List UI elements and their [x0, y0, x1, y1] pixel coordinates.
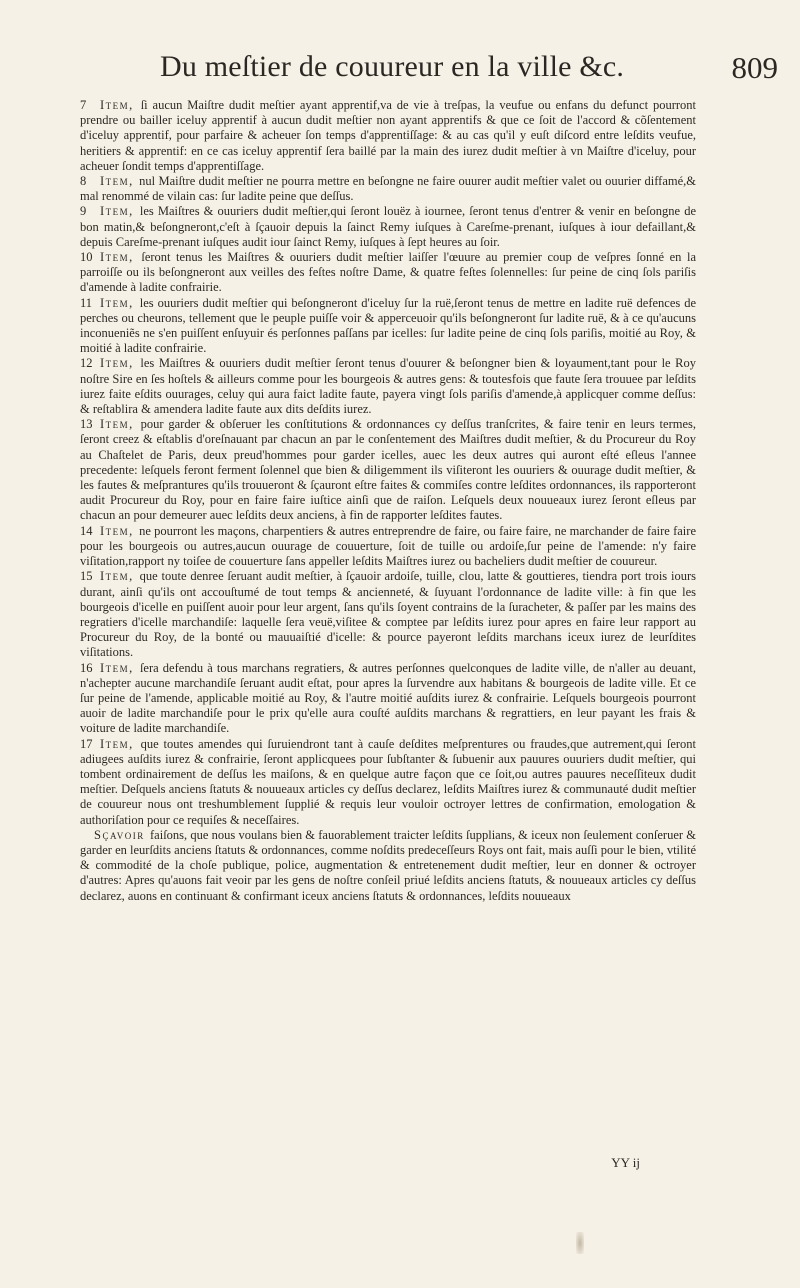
article-text: pour garder & obſeruer les conſtitutions & ordonnances cy deſſus tranſcrites, & faire tenir en leurs termes, ſeront creez & eſtablis d'oreſnauant par chacun an par le conſentement des Maiſtres dudit meſtier, & du Procureur du Roy au Chaſtelet de Paris, deux preud'hommes pour garder icelles, auec les deux autres qui auront eſté eſleus l'annee precedente: leſquels feront ferment ſolennel que bien & diligemment ils viſiteront les ouuriers & ouurage dudit meſtier, & les fautes & meſprantures qu'ils trouueront & ſçauront eſtre faites & commiſes contre leſdites ordonnances, ils rapporteront audit Procureur du Roy, pour en faire faire iuſtice ainſi que de raiſon. Leſquels deux nouueaux iurez ſeront eſleus par chacun an pour demeurer auec leſdits deux anciens, à fin de rapporter leſdites fautes.: [80, 417, 697, 523]
paragraph-14: [80, 524, 696, 570]
article-lead: Item,: [100, 250, 134, 265]
ink-smudge: [576, 1232, 584, 1254]
article-number: 9: [80, 204, 87, 219]
paragraph-10: [80, 250, 696, 296]
article-text: faiſons, que nous voulans bien & fauorablement traicter leſdits ſupplians, & iceux non ſeulement conſeruer & garder en leurſdits anciens ſtatuts & ordonnances, comme noſdits predeceſſeurs Roys ont fait, mais auſſi pour le bien, vtilité & commodité de la choſe publique, police, augmentation & entretenement dudit meſtier, leur en donner & octroyer d'autres: Apres qu'auons fait veoir par les gens de noſtre conſeil priué leſdits anciens ſtatuts, & nouueaux articles cy deſſus declarez, auons en continuant & confirmant iceux anciens ſtatuts & ordonnances, leſdits nouueaux: [80, 827, 696, 903]
article-lead: Item,: [100, 523, 134, 538]
article-lead: Sçavoir: [94, 827, 145, 842]
article-number: 7: [80, 98, 87, 112]
article-text: les ouuriers dudit meſtier qui beſongneront d'iceluy ſur la ruë,ſeront tenus de mettre en ladite ruë defences de perches ou cheurons, tellement que le peuple puiſſe voir & apperceuoir qu'ils beſongneront ſur ladite ruë, & à ce qu'aucuns inconueniẽs ne s'en puiſſent enſuyuir és perſonnes paſſans par icelles: ſur ladite peine de cinq ſols pariſis, moitié au Roy, & moitié à ladite confrairie.: [80, 295, 697, 356]
article-number: 10: [80, 250, 93, 265]
paragraph-9: [80, 204, 696, 250]
article-number: 15: [80, 569, 93, 584]
page-header: [0, 50, 800, 94]
article-lead: Item,: [100, 98, 134, 112]
article-text: les Maiſtres & ouuriers dudit meſtier ſeront tenus d'ouurer & beſongner bien & loyaument,tant pour le Roy noſtre Sire en ſes hoſtels & ailleurs comme pour les bourgeois & autres gens: & toutesfois que faute ſera trouuee par leſdits iurez faite eſdits ouurages, celuy qui aura faict ladite faute, payera vingt ſols pariſis d'amende,à applicquer comme deſſus: & reſtablira & amendera ladite faute aux dits deſdits iurez.: [80, 356, 697, 417]
article-lead: Item,: [100, 204, 134, 219]
article-text: ne pourront les maçons, charpentiers & autres entreprendre de faire, ou faire faire, ne marchander de faire faire pour les bourgeois ou autres,aucun ouurage de couuerture, ſoit de tuille ou ardoiſe,ſur peine de l'amende: n'y faire viſitation,rapport ny toiſee de couuerture ſans appeller leſdits Maiſtres iurez ou bacheliers dudit meſtier de couureur.: [80, 523, 696, 569]
paragraph-scavoir: [80, 828, 696, 904]
article-number: 11: [80, 295, 93, 310]
article-text: nul Maiſtre dudit meſtier ne pourra mettre en beſongne ne faire ouurer audit meſtier valet ou ouurier diffamé,& mal renommé de vilain cas: ſur ladite peine que deſſus.: [80, 174, 697, 204]
article-text: ſeront tenus les Maiſtres & ouuriers dudit meſtier laiſſer l'œuure au premier coup de veſpres ſonné en la parroiſſe ou ils beſongneront aux veilles des feſtes noſtre Dame, & quatre feſtes ſolennelles: ſur peine de cinq ſols pariſis d'amende à ladite confrairie.: [80, 250, 696, 295]
signature-mark: YY ij: [611, 1155, 640, 1170]
paragraph-12: [80, 356, 696, 417]
article-lead: Item,: [100, 569, 134, 584]
article-number: 17: [80, 736, 93, 751]
article-lead: Item,: [100, 356, 134, 371]
article-lead: Item,: [100, 174, 134, 189]
article-text: ſera defendu à tous marchans regratiers, & autres perſonnes quelconques de ladite ville, de n'aller au deuant, n'achepter aucune marchandiſe ſeruant audit eſtat, pour apres la ſurvendre aux habitans & bourgeois de ladite ville. Et ce ſur peine de l'amende, applicable moitié au Roy, & l'autre moitié auſdits iurez & confrairie. Leſquels bourgeois pourront auoir de ladite marchandiſe pour le prix qu'elle aura couſté auſdits marchans & regrattiers, en leur payant les frais & voiture de ladite marchandiſe.: [80, 660, 697, 736]
article-lead: Item,: [100, 295, 134, 310]
article-number: 8: [80, 174, 87, 189]
paragraph-7: [80, 98, 696, 174]
article-number: 14: [80, 523, 93, 538]
article-text: que toute denree ſeruant audit meſtier, à ſçauoir ardoiſe, tuille, clou, latte & gouttieres, tiendra port trois iours durant, ainſi qu'ils ont accouſtumé de tout temps & ancienneté, & ſuyuant l'ordonnance de ladite ville: à fin que les bourgeois d'icelle en puiſſent auoir pour leur argent, ſans qu'ils ſoyent contrains de la ſuracheter, & paſſer par les mains des regratiers d'icelle marchandiſe: laquelle ſera veuë,viſitee & comptee par leſdits iurez pour apres en faire leur rapport au Procureur du Roy, de la bonté ou mauuaiſtié d'icelle: & pource payeront leſdits marchans iceux iurez de leurſdites viſitations.: [80, 569, 696, 660]
article-lead: Item,: [100, 660, 134, 675]
article-text: que toutes amendes qui ſuruiendront tant à cauſe deſdites meſprentures ou fraudes,que autrement,qui ſeront adiugees auſdits iurez & confrairie, ſeront applicquees pour ſubſtanter & ſubuenir aux pauures ouuriers dudit meſtier, qui tombent ordinairement de deſſus les maiſons, & en quelque autre façon que ce ſoit,ou autres pauures neceſſiteux dudit meſtier. Deſquels anciens ſtatuts & nouueaux articles cy deſſus declarez, leſdits Maiſtres iurez & communauté dudit meſtier de couureur nous ont treshumblement ſupplié & requis leur vouloir octroyer lettres de confirmation, emologation & authoriſation pour ce requiſes & neceſſaires.: [80, 736, 696, 827]
paragraph-8: [80, 174, 696, 204]
article-text: les Maiſtres & ouuriers dudit meſtier,qui ſeront louëz à iournee, ſeront tenus d'entrer & venir en beſongne de bon matin,& beſongneront,c'eſt à ſçauoir depuis la ſainct Remy iuſques à Careſme-prenant, iuſques à iour defaillant,& depuis Careſme-prenant iuſques audit iour ſainct Remy, iuſques à ſept heures au ſoir.: [80, 204, 697, 249]
article-number: 16: [80, 660, 93, 675]
paragraph-17: [80, 737, 696, 828]
article-number: 12: [80, 356, 93, 371]
running-title: Du meſtier de couureur en la ville &c.: [160, 50, 625, 83]
article-lead: Item,: [100, 417, 134, 432]
paragraph-16: [80, 661, 696, 737]
paragraph-13: [80, 417, 696, 523]
page-body: [80, 98, 696, 904]
page-number: 809: [731, 50, 778, 85]
article-lead: Item,: [100, 736, 134, 751]
article-text: ſi aucun Maiſtre dudit meſtier ayant apprentif,va de vie à treſpas, la veufue ou enfans du defunct pourront prendre ou bailler iceluy apprentif à aucun dudit meſtier non ayant apprentifs & que ce ſoit de l'accord & cõſentement d'iceluy apprentif, pour parfaire & acheuer ſon temps d'apprentiſſage: & au cas qu'il y euſt diſcord entre leſdits veufue, heritiers & apprentif: en ce cas iceluy apprentif ſera baillé par la main des iurez dudit meſtier à vn Maiſtre d'iceluy, pour acheuer ſondit temps d'apprentiſſage.: [80, 98, 696, 173]
article-number: 13: [80, 417, 93, 432]
paragraph-11: [80, 296, 696, 357]
paragraph-15: [80, 569, 696, 660]
